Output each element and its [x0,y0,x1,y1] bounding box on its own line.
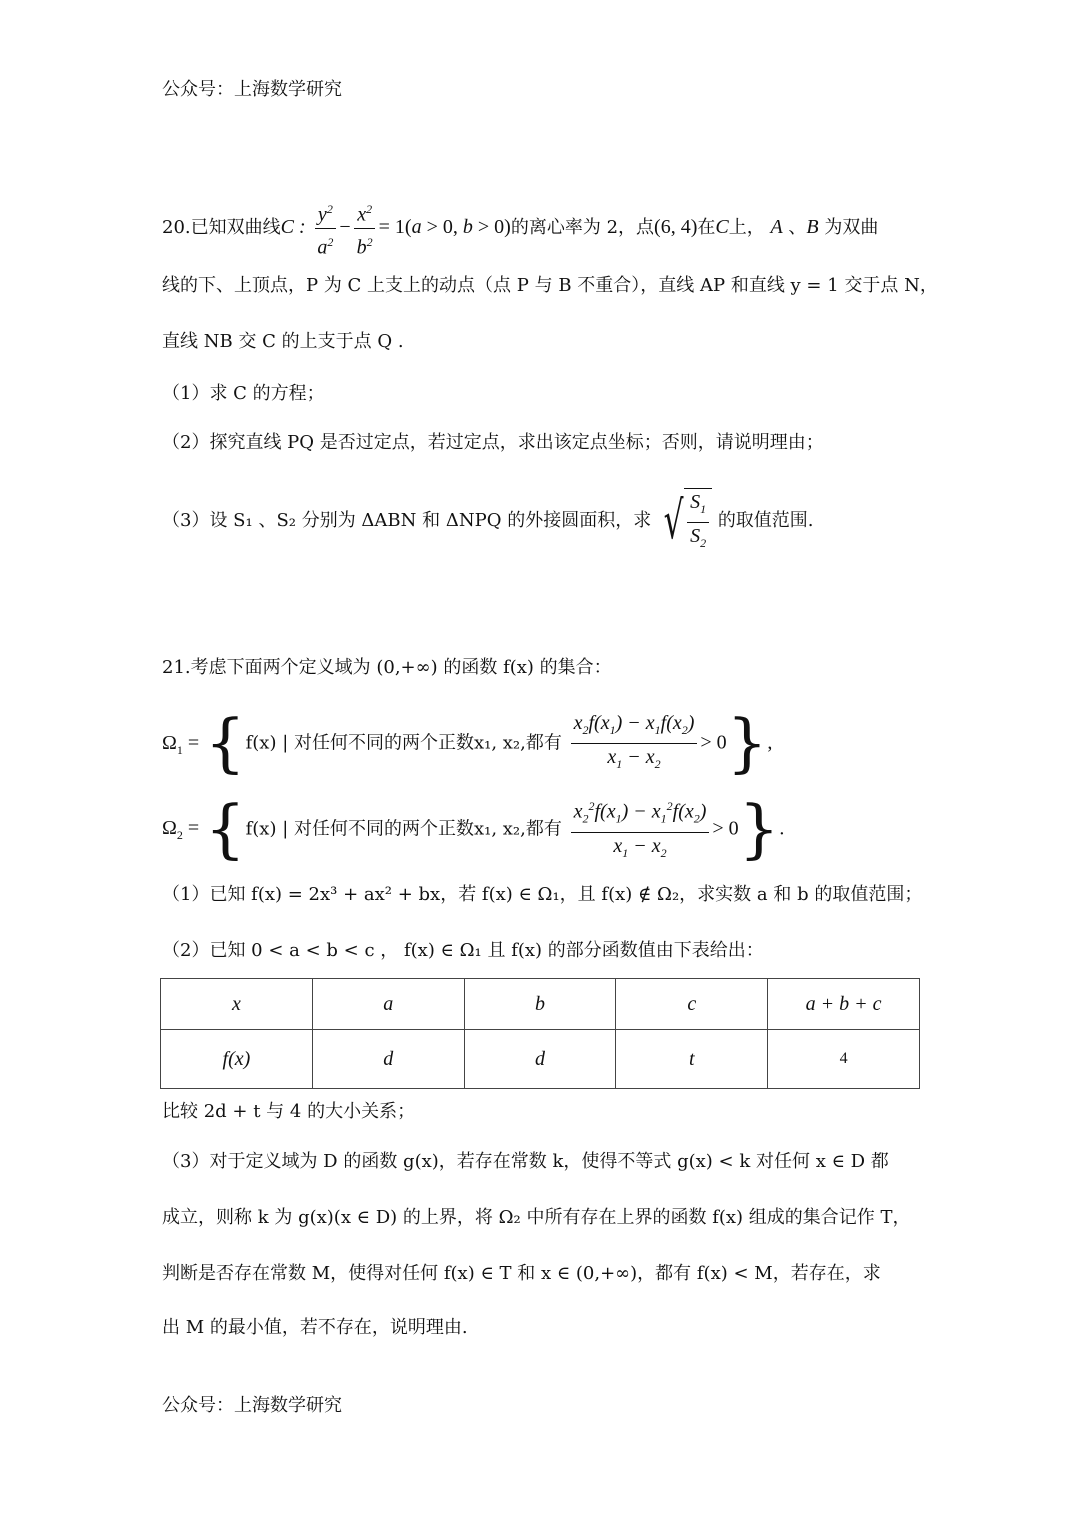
page-header: 公众号：上海数学研究 [162,79,342,100]
q21-omega2: $\Omega_2 = \{f(x)$ | 对任何不同的两个正数x₁, x₂,都有 $\frac{x_2^2f(x_1) - x_1^2f(x_2)}{x_1 - x_2}$ > 0}. [162,792,785,867]
q21-omega1-frac: $\frac{x_2f(x_1) - x_1f(x_2)}{x_1 - x_2}$ [571,712,698,775]
q20-sqrt-ratio: √ $\frac{S_1}{S_2}$ [657,488,712,554]
q21-omega1-cond: f(x) | 对任何不同的两个正数x₁, x₂,都有 [245,732,562,754]
table-cell: a [312,979,464,1030]
table-row [161,979,920,1030]
q21-intro: 21.考虑下面两个定义域为 (0,+∞) 的函数 f(x) 的集合： [162,657,612,678]
q20-line1: 20.已知双曲线C : $\frac{y^2}{a^2}$ − $\frac{x^2}{b^2}$ = 1(a > 0, b > 0)的离心率为 2，点(6, 4)在C上， A 、B 为双曲 [162,198,878,258]
page-footer: 公众号：上海数学研究 [162,1395,342,1416]
q21-omega2-frac: $\frac{x_2^2f(x_1) - x_1^2f(x_2)}{x_1 - x_2}$ [571,795,710,864]
q20-part1: （1）求 C 的方程； [162,383,325,404]
q21-part3-line2: 成立，则称 k 为 g(x)(x ∈ D) 的上界，将 Ω₂ 中所有存在上界的函数 f(x) 组成的集合记作 T， [162,1207,911,1228]
q20-frac-y: $\frac{y^2}{a^2}$ [314,198,336,258]
q21-omega1: $\Omega_1 = \{f(x)$ | 对任何不同的两个正数x₁, x₂,都有 $\frac{x_2f(x_1) - x_1f(x_2)}{x_1 - x_2}$ > 0}, [162,706,773,781]
table-cell: t [616,1030,768,1089]
q20-part2: （2）探究直线 PQ 是否过定点，若过定点，求出该定点坐标；否则，请说明理由； [162,432,824,453]
q20-text-d: 上， [728,217,765,239]
q20-number: 20. [162,217,191,239]
table-cell: b [464,979,616,1030]
q21-part3-line1: （3）对于定义域为 D 的函数 g(x)，若存在常数 k，使得不等式 g(x) < k 对任何 x ∈ D 都 [162,1151,889,1172]
q20-line2: 线的下、上顶点，P 为 C 上支上的动点（点 P 与 B 不重合），直线 AP 和直线 y = 1 交于点 N， [162,275,938,296]
q20-text-b: 的离心率为 2，点 [510,217,655,239]
q20-part3-text-a: （3）设 S₁ 、S₂ 分别为 ΔABN 和 ΔNPQ 的外接圆面积，求 [162,510,652,531]
table-cell: d [464,1030,616,1089]
q20-text-a: 已知双曲线 [190,217,281,239]
table-cell: d [312,1030,464,1089]
q20-curve-eq: C : [280,216,306,239]
q20-part3-text-b: 的取值范围. [717,510,814,531]
q20-frac-x: $\frac{x^2}{b^2}$ [354,198,376,258]
q21-omega2-cond: f(x) | 对任何不同的两个正数x₁, x₂,都有 [245,818,562,840]
q20-text-e: 为双曲 [824,217,879,239]
table-cell: f(x) [161,1030,313,1089]
q21-compare: 比较 2d + t 与 4 的大小关系； [162,1101,416,1122]
table-cell: x [161,979,313,1030]
q21-part2: （2）已知 0 < a < b < c ， f(x) ∈ Ω₁ 且 f(x) 的部分函数值由下表给出： [162,940,764,961]
q21-part1: （1）已知 f(x) = 2x³ + ax² + bx，若 f(x) ∈ Ω₁，且 f(x) ∉ Ω₂，求实数 a 和 b 的取值范围； [162,884,923,905]
q20-line3: 直线 NB 交 C 的上支于点 Q . [162,331,404,352]
q21-part3-line3: 判断是否存在常数 M，使得对任何 f(x) ∈ T 和 x ∈ (0,+∞)，都有 f(x) < M，若存在，求 [162,1263,881,1284]
q20-part3 [162,488,814,554]
values-table [160,978,920,1089]
table-cell: c [616,979,768,1030]
q20-text-c: 在 [697,217,716,239]
table-row [161,1030,920,1089]
table-cell: 4 [768,1030,920,1089]
table-cell: a + b + c [768,979,920,1030]
q21-part3-line4: 出 M 的最小值，若不存在，说明理由. [162,1317,468,1338]
